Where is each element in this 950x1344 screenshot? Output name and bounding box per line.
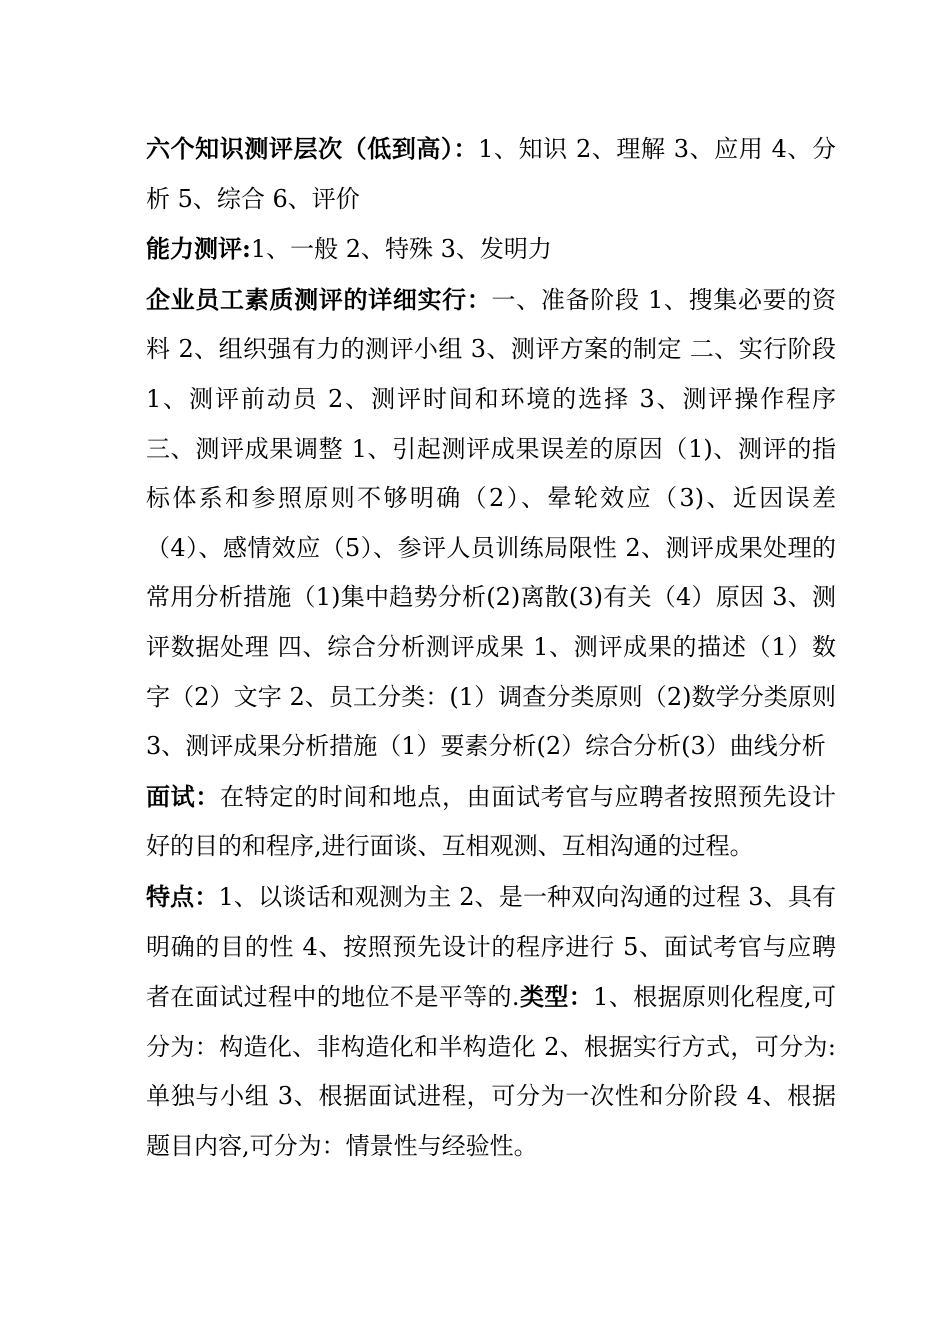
heading-knowledge-levels: 六个知识测评层次（低到高）： — [146, 134, 479, 163]
document-body — [146, 124, 836, 1171]
text-knowledge-levels: 1、知识 2、理解 3、应用 4、分析 5、综合 6、评价 — [146, 135, 837, 213]
heading-interview-types: 类型： — [519, 982, 594, 1012]
heading-interview-features: 特点： — [146, 881, 219, 911]
paragraph-interview-definition — [146, 772, 836, 872]
text-ability-assessment: 1、一般 2、特殊 3、发明力 — [250, 235, 552, 264]
heading-assessment-implementation: 企业员工素质测评的详细实行： — [146, 284, 492, 314]
heading-ability-assessment: 能力测评: — [146, 234, 251, 264]
text-interview-definition: 在特定的时间和地点，由面试考官与应聘者按照预先设计好的目的和程序,进行面谈、互相观测、互相沟通的过程。 — [146, 782, 836, 861]
paragraph-interview-features-types — [146, 872, 836, 1172]
paragraph-knowledge-levels — [146, 124, 836, 224]
text-interview-features: 1、以谈话和观测为主 2、是一种双向沟通的过程 3、具有明确的目的性 4、按照预先设计的程序进行 5、面试考官与应聘者在面试过程中的地位不是平等的. — [146, 882, 836, 1012]
paragraph-assessment-implementation — [146, 275, 836, 772]
text-interview-types: 1、根据原则化程度,可分为：构造化、非构造化和半构造化 2、根据实行方式，可分为:单独与小组 3、根据面试进程，可分为一次性和分阶段 4、根据题目内容,可分为：情景性与经验性。 — [146, 983, 837, 1160]
paragraph-ability-assessment — [146, 224, 836, 275]
heading-interview-definition: 面试： — [146, 781, 220, 811]
text-assessment-implementation: 一、准备阶段 1、搜集必要的资料 2、组织强有力的测评小组 3、测评方案的制定 二、实行阶段 1、测评前动员 2、测评时间和环境的选择 3、测评操作程序 三、测评成果调整 1、引起测评成果误差的原因（1)、测评的指标体系和参照原则不够明确（2）、晕轮效应（3)、近因误差（4）、感情效应（5）、参评人员训练局限性 2、测评成果处理的常用分析措施（1)集中趋势分析(2)离散(3)有关（4）原因 3、测评数据处理 四、综合分析测评成果 1、测评成果的描述（1）数字（2）文字 2、员工分类：(1）调查分类原则（2)数学分类原则 3、测评成果分析措施（1）要素分析(2）综合分析(3）曲线分析 — [146, 285, 836, 761]
